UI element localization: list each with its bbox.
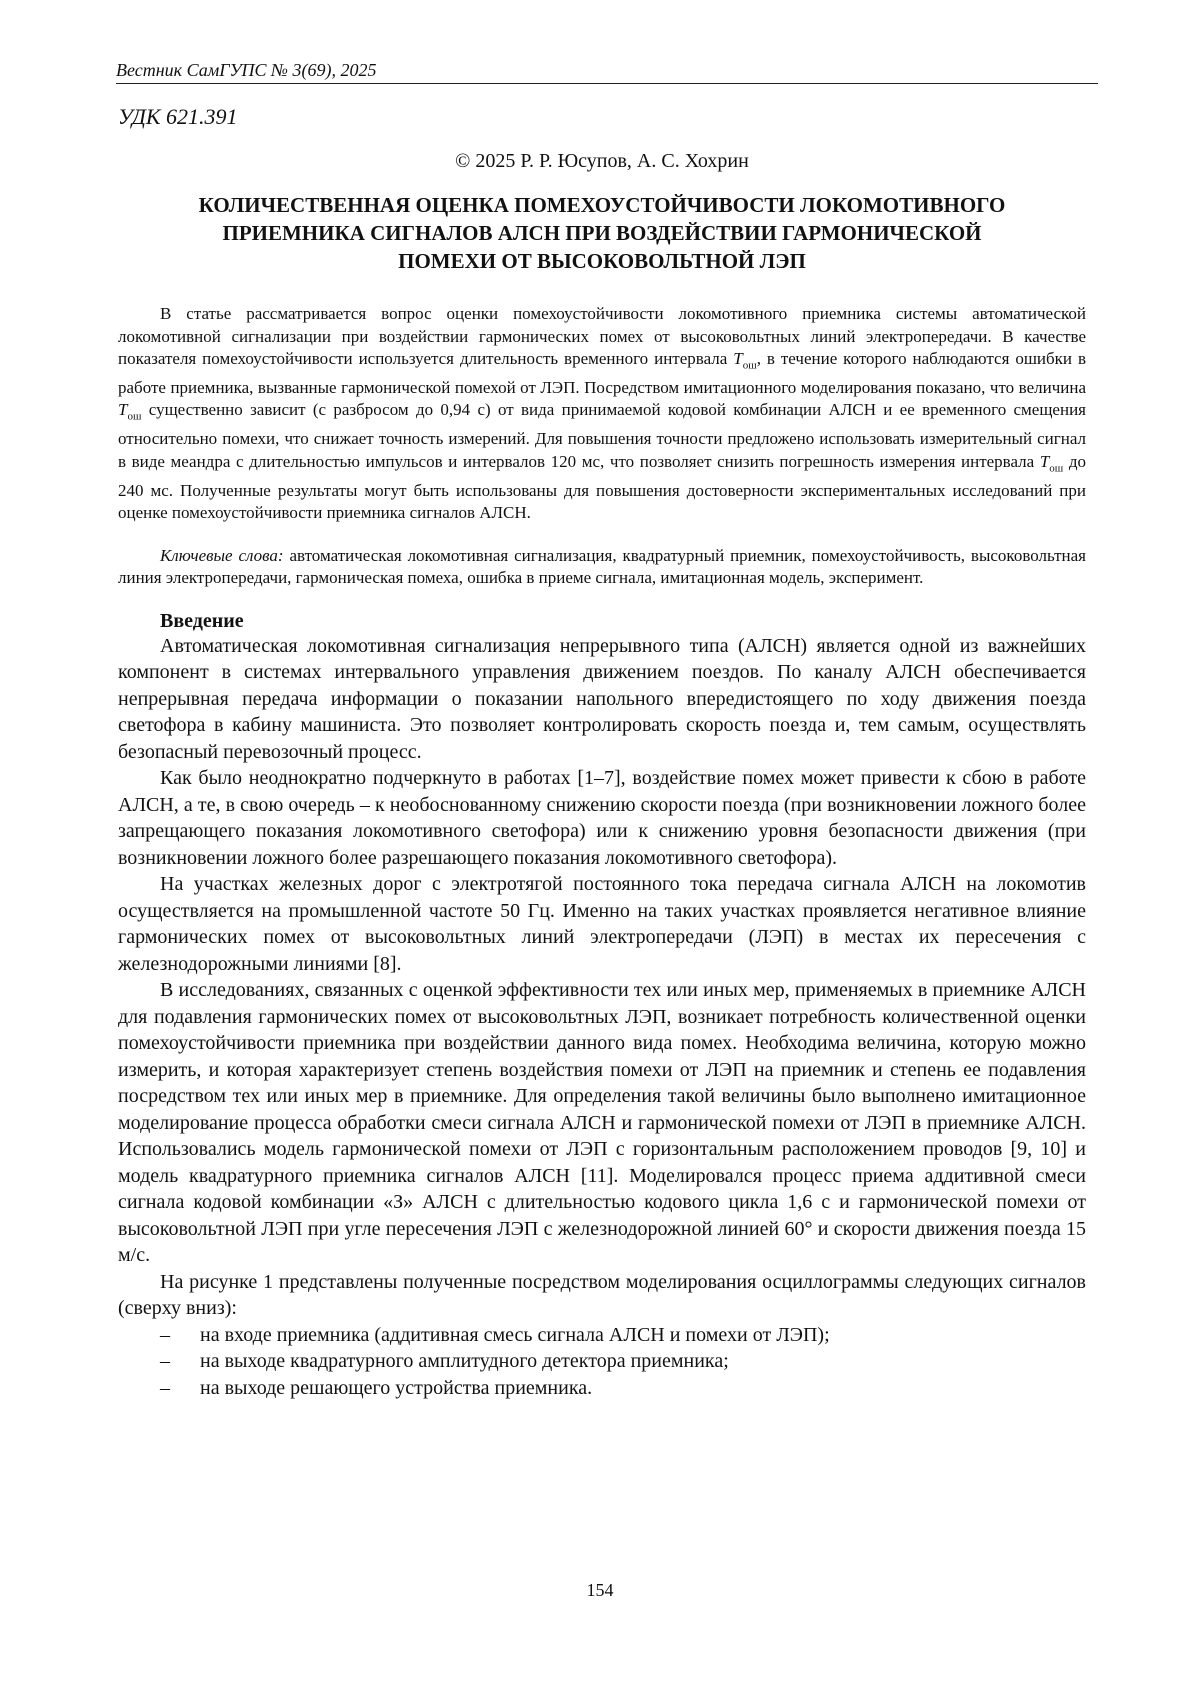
title-line: ПОМЕХИ ОТ ВЫСОКОВОЛЬТНОЙ ЛЭП xyxy=(398,249,806,273)
abstract-text: В статье рассматривается вопрос оценки помехоустойчивости локомотивного приемника системы автоматической локомотивной сигнализации при воздействии гармонических помех от высоковольтных линий электропередачи. В качестве показателя помехоустойчивости используется длительность временного интервала xyxy=(118,304,1086,368)
keywords xyxy=(118,545,1086,590)
variable-t: T xyxy=(733,349,743,368)
variable-subscript: ош xyxy=(1049,462,1064,475)
paragraph: Как было неоднократно подчеркнуто в работах [1–7], воздействие помех может привести к сбою в работе АЛСН, а те, в свою очередь – к необоснованному снижению скорости поезда (при возникновении ложного более запрещающего показания локомотивного светофора) или к снижению уровня безопасности движения (при возникновении ложного более разрешающего показания локомотивного светофора). xyxy=(118,767,1086,869)
abstract-text: до 240 мс. Полученные результаты могут быть использованы для повышения достоверности экспериментальных исследований при оценке помехоустойчивости приемника сигналов АЛСН. xyxy=(118,451,1087,523)
list-item-text: на входе приемника (аддитивная смесь сигнала АЛСН и помехи от ЛЭП); xyxy=(200,1323,830,1346)
list-item xyxy=(118,1322,1086,1349)
paragraph: На участках железных дорог с электротягой постоянного тока передача сигнала АЛСН на локомотив осуществляется на промышленной частоте 50 Гц. Именно на таких участках проявляется негативное влияние гармонических помех от высоковольтных линий электропередачи (ЛЭП) в местах их пересечения с железнодорожными линиями [8]. xyxy=(118,873,1086,975)
paragraph: Автоматическая локомотивная сигнализация непрерывного типа (АЛСН) является одной из важнейших компонент в системах интервального управления движением поездов. По каналу АЛСН обеспечивается непрерывная передача информации о показании напольного впередистоящего по ходу движения поезда светофора в кабину машиниста. Это позволяет контролировать скорость поезда и, тем самым, осуществлять безопасный перевозочный процесс. xyxy=(118,634,1086,763)
udk-code: УДК 621.391 xyxy=(118,104,238,129)
keywords-text: автоматическая локомотивная сигнализация, квадратурный приемник, помехоустойчивость, высоковольтная линия электропередачи, гармоническая помеха, ошибка в приеме сигнала, имитационная модель, эксперимент. xyxy=(118,545,1086,588)
list-item-text: на выходе решающего устройства приемника. xyxy=(200,1376,593,1399)
section-title: Введение xyxy=(160,609,244,632)
variable-t: T xyxy=(1039,451,1050,471)
list-dash: – xyxy=(160,1323,170,1346)
journal-header: Вестник СамГУПС № 3(69), 2025 xyxy=(116,60,1098,84)
list-item-text: на выходе квадратурного амплитудного детектора приемника; xyxy=(200,1350,729,1373)
abstract-text: , в течение которого наблюдаются ошибки в работе приемника, вызванные гармонической помехой от ЛЭП. Посредством имитационного моделирования показано, что величина xyxy=(118,349,1086,397)
list-item xyxy=(118,1348,1086,1375)
article-title xyxy=(118,191,1086,275)
variable-subscript: ош xyxy=(127,410,142,423)
paragraph: На рисунке 1 представлены полученные посредством моделирования осциллограммы следующих сигналов (сверху вниз): xyxy=(118,1270,1086,1320)
page xyxy=(118,60,1086,1401)
paragraph: В исследованиях, связанных с оценкой эффективности тех или иных мер, применяемых в приемнике АЛСН для подавления гармонических помех от высоковольтных ЛЭП, возникает потребность количественной оценки помехоустойчивости приемника при воздействии данного вида помех. Необходима величина, которую можно измерить, и которая характеризует степень воздействия помехи от ЛЭП на приемник и степень ее подавления посредством тех или иных мер в приемнике. Для определения такой величины было выполнено имитационное моделирование процесса обработки смеси сигнала АЛСН и гармонической помехи от ЛЭП в приемнике АЛСН. Использовались модель гармонической помехи от ЛЭП с горизонтальным расположением проводов [9, 10] и модель квадратурного приемника сигналов АЛСН [11]. Моделировался процесс приема аддитивной смеси сигнала кодовой комбинации «З» АЛСН с длительностью кодового цикла 1,6 с и гармонической помехи от высоковольтной ЛЭП при угле пересечения ЛЭП с железнодорожной линией 60° и скорости движения поезда 15 м/с. xyxy=(118,979,1086,1267)
authors: © 2025 Р. Р. Юсупов, А. С. Хохрин xyxy=(455,150,749,172)
page-number: 154 xyxy=(586,1580,614,1600)
list-dash: – xyxy=(160,1350,170,1373)
variable-subscript: ош xyxy=(742,359,757,372)
variable-t: T xyxy=(118,400,128,420)
list-item xyxy=(118,1375,1086,1402)
abstract xyxy=(118,303,1086,525)
list-dash: – xyxy=(160,1376,170,1399)
abstract-text: существенно зависит (с разбросом до 0,94 с) от вида принимаемой кодовой комбинации АЛСН и ее временного смещения относительно помехи, что снижает точность измерений. Для повышения точности предложено использовать измерительный сигнал в виде меандра с длительностью импульсов и интервалов 120 мс, что позволяет снизить погрешность измерения интервала xyxy=(118,400,1086,471)
title-line: ПРИЕМНИКА СИГНАЛОВ АЛСН ПРИ ВОЗДЕЙСТВИИ ГАРМОНИЧЕСКОЙ xyxy=(222,221,982,245)
signal-list xyxy=(118,1322,1086,1402)
title-line: КОЛИЧЕСТВЕННАЯ ОЦЕНКА ПОМЕХОУСТОЙЧИВОСТИ ЛОКОМОТИВНОГО xyxy=(198,193,1006,217)
keywords-label: Ключевые слова: xyxy=(160,545,284,565)
